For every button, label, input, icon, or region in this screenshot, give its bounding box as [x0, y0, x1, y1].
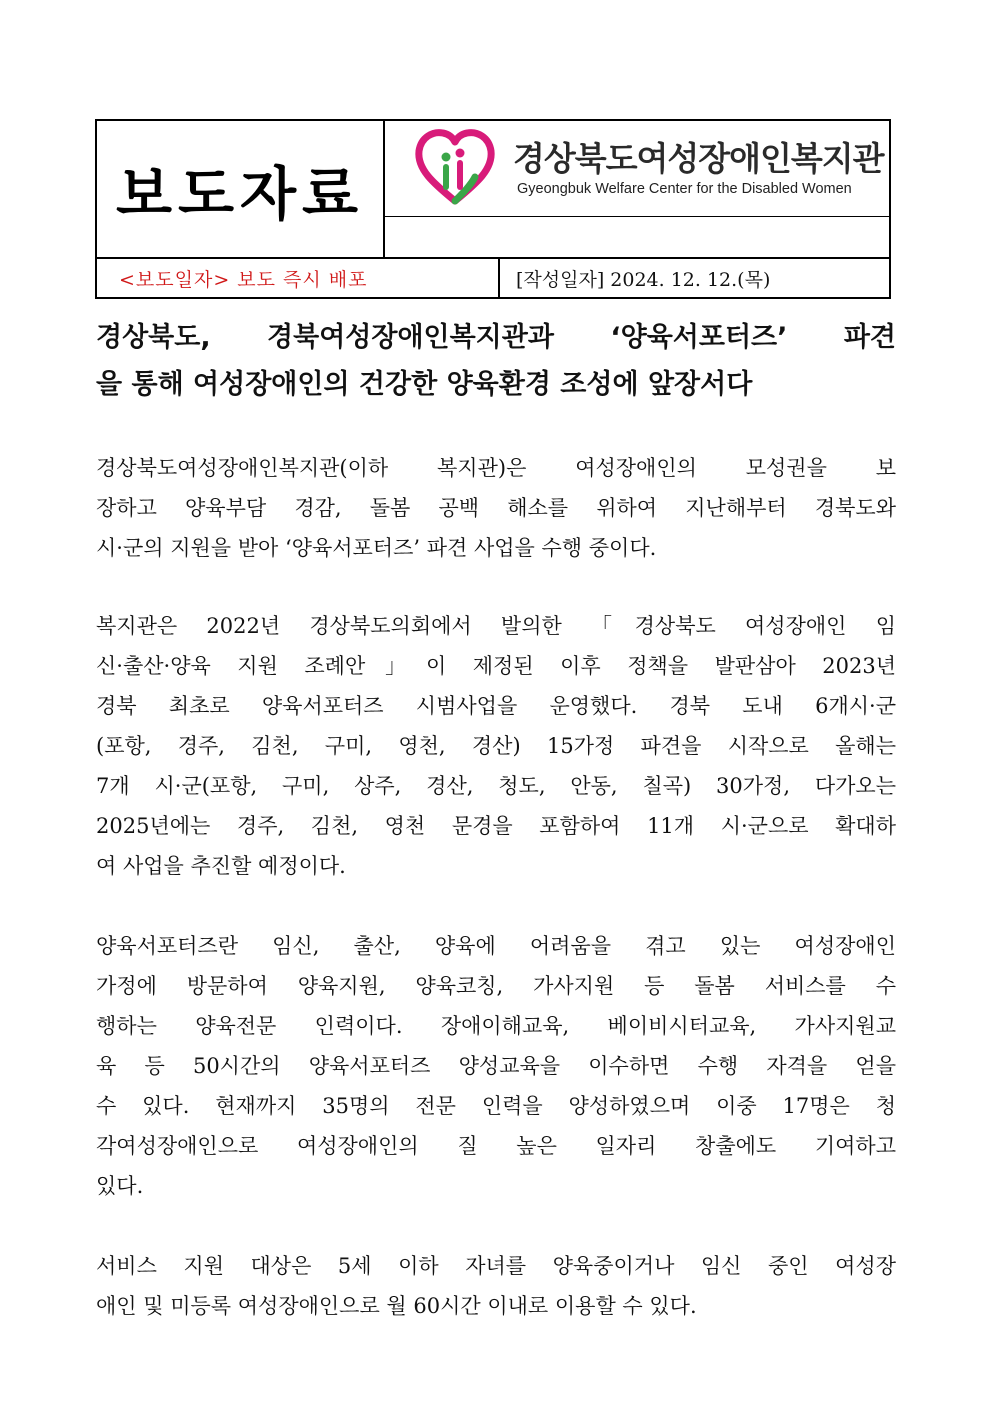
written-date: [작성일자] 2024. 12. 12.(목) — [516, 268, 771, 291]
heart-people-logo-icon — [413, 127, 497, 207]
paragraph-line: 서비스 지원 대상은 5세 이하 자녀를 양육중이거나 임신 중인 여성장 — [96, 1254, 896, 1278]
release-cell — [97, 259, 500, 297]
headline — [96, 314, 896, 408]
paragraph-line: 여 사업을 추진할 예정이다. — [96, 854, 346, 878]
paragraph-line: 행하는 양육전문 인력이다. 장애이해교육, 베이비시터교육, 가사지원교 — [96, 1014, 896, 1038]
paragraph-line: 경상북도여성장애인복지관(이하 복지관)은 여성장애인의 모성권을 보 — [96, 456, 896, 480]
organization-name-korean: 경상북도여성장애인복지관 — [513, 139, 884, 178]
paragraph-4 — [96, 1246, 896, 1326]
paragraph-line: (포항, 경주, 김천, 구미, 영천, 경산) 15가정 파견을 시작으로 올해는 — [96, 734, 896, 758]
paragraph-3 — [96, 926, 896, 1206]
release-date-label: <보도일자> 보도 즉시 배포 — [119, 268, 368, 291]
paragraph-line: 각여성장애인으로 여성장애인의 질 높은 일자리 창출에도 기여하고 — [96, 1134, 896, 1158]
paragraph-line: 있다. — [96, 1174, 144, 1198]
contact-info — [385, 217, 889, 257]
paragraph-line: 가정에 방문하여 양육지원, 양육코칭, 가사지원 등 돌봄 서비스를 수 — [96, 974, 896, 998]
headline-line-1: 경상북도, 경북여성장애인복지관과 ‘양육서포터즈’ 파견 — [96, 322, 896, 353]
paragraph-line: 2025년에는 경주, 김천, 영천 문경을 포함하여 11개 시·군으로 확대하 — [96, 814, 896, 838]
document-title: 보도자료 — [115, 160, 365, 228]
paragraph-line: 경북 최초로 양육서포터즈 시범사업을 운영했다. 경북 도내 6개시·군 — [96, 694, 896, 718]
press-release-header — [95, 119, 891, 299]
paragraph-1 — [96, 448, 896, 568]
paragraph-line: 시·군의 지원을 받아 ‘양육서포터즈’ 파견 사업을 수행 중이다. — [96, 536, 657, 560]
date-row — [97, 257, 889, 297]
paragraph-2 — [96, 606, 896, 886]
organization-logo-cell — [385, 121, 889, 217]
paragraph-line: 장하고 양육부담 경감, 돌봄 공백 해소를 위하여 지난해부터 경북도와 — [96, 496, 896, 520]
title-cell — [97, 121, 385, 257]
paragraph-line: 육 등 50시간의 양육서포터즈 양성교육을 이수하면 수행 자격을 얻을 — [96, 1054, 896, 1078]
organization-name-english: Gyeongbuk Welfare Center for the Disabled Women — [517, 181, 852, 197]
paragraph-line: 복지관은 2022년 경상북도의회에서 발의한 「경상북도 여성장애인 임 — [96, 614, 896, 638]
paragraph-line: 양육서포터즈란 임신, 출산, 양육에 어려움을 겪고 있는 여성장애인 — [96, 934, 896, 958]
paragraph-line: 애인 및 미등록 여성장애인으로 월 60시간 이내로 이용할 수 있다. — [96, 1294, 697, 1318]
paragraph-line: 신·출산·양육 지원 조례안」이 제정된 이후 정책을 발판삼아 2023년 — [96, 654, 896, 678]
paragraph-line: 7개 시·군(포항, 구미, 상주, 경산, 청도, 안동, 칠곡) 30가정, 다가오는 — [96, 774, 896, 798]
headline-line-2: 을 통해 여성장애인의 건강한 양육환경 조성에 앞장서다 — [96, 369, 753, 400]
paragraph-line: 수 있다. 현재까지 35명의 전문 인력을 양성하였으며 이중 17명은 청 — [96, 1094, 896, 1118]
